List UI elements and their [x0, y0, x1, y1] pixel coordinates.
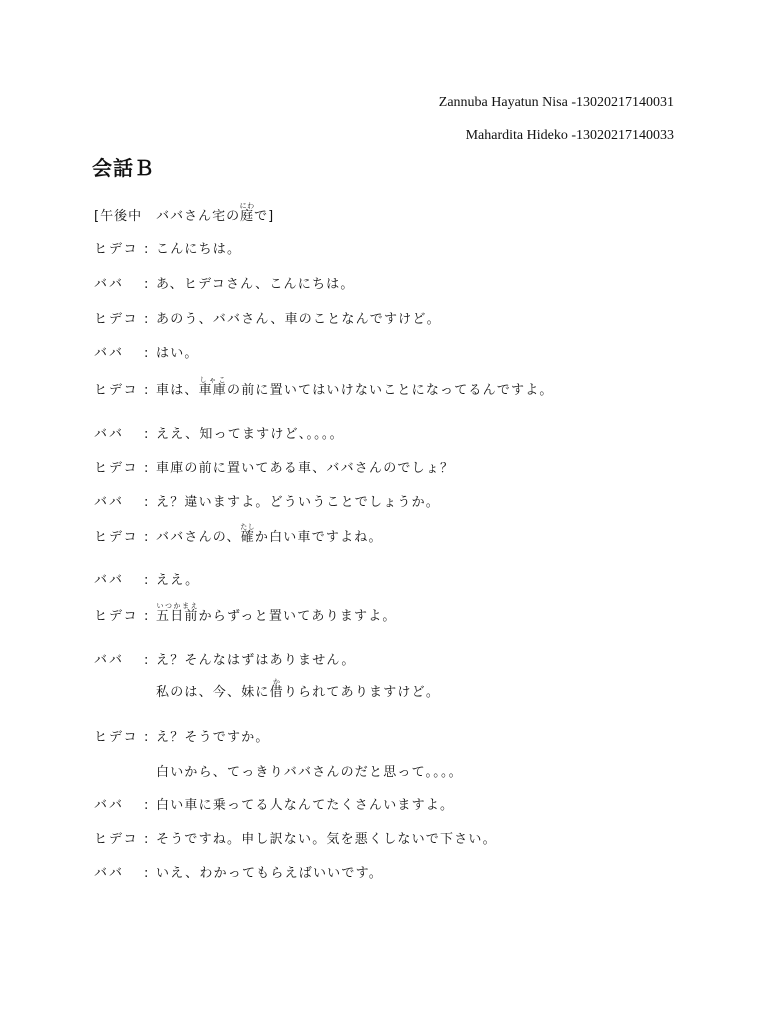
dialogue-line	[94, 602, 397, 624]
dialogue-line	[94, 376, 554, 398]
setting-ruby: 庭にわ	[239, 202, 255, 224]
dialogue-text: 白いから、てっきりババさんのだと思って。。。。	[156, 765, 463, 780]
dialogue-line	[94, 308, 441, 327]
dialogue-line	[94, 238, 241, 257]
ruby-word: 五日前いつかまえ	[156, 602, 199, 624]
dialogue-line	[94, 273, 355, 292]
setting-text-post: で]	[254, 209, 275, 224]
dialogue-text: あ、ヒデコさん、こんにちは。	[156, 277, 355, 292]
speaker-label: ヒデコ	[94, 383, 139, 398]
speaker-label: ヒデコ	[94, 461, 139, 476]
dialogue-text: こんにちは。	[156, 242, 242, 257]
dialogue-text: え？違いますよ。どういうことでしょうか。	[156, 495, 441, 510]
dialogue-text: はい。	[156, 346, 199, 361]
dialogue-line	[94, 649, 356, 668]
dialogue-text: あのう、ババさん、車のことなんですけど。	[156, 312, 441, 327]
dialogue-text: いえ、わかってもらえばいいです。	[156, 866, 383, 881]
setting-text-pre: [午後中 ババさん宅の	[94, 209, 241, 224]
speaker-label: ババ	[94, 798, 125, 813]
speaker-colon: :	[144, 277, 150, 292]
page-title: 会話Ｂ	[92, 156, 155, 180]
speaker-label: ヒデコ	[94, 832, 139, 847]
speaker-colon: :	[144, 495, 150, 510]
speaker-label: ババ	[94, 495, 125, 510]
dialogue-line	[94, 828, 497, 847]
dialogue-line	[94, 726, 270, 745]
dialogue-line	[94, 491, 440, 510]
dialogue-text-post: の前に置いてはいけないことになってるんですよ。	[227, 383, 554, 398]
dialogue-text: ええ、知ってますけど、。。。。	[156, 427, 344, 442]
dialogue-line	[94, 569, 199, 588]
ruby-word: 借か	[269, 678, 284, 700]
dialogue-text: ええ。	[156, 573, 200, 588]
dialogue-line	[94, 523, 383, 545]
speaker-colon: :	[144, 798, 150, 813]
speaker-colon: :	[144, 461, 150, 476]
speaker-label: ババ	[94, 866, 125, 881]
dialogue-line	[94, 457, 454, 476]
author-block	[439, 86, 674, 152]
speaker-label: ババ	[94, 277, 125, 292]
speaker-label: ヒデコ	[94, 609, 139, 624]
speaker-colon: :	[144, 427, 150, 442]
speaker-colon: :	[144, 609, 150, 624]
ruby-word: 確たし	[240, 523, 256, 545]
dialogue-text: え？そんなはずはありません。	[156, 653, 356, 668]
speaker-label: ヒデコ	[94, 730, 139, 745]
speaker-label: ババ	[94, 573, 125, 588]
speaker-colon: :	[144, 573, 150, 588]
speaker-colon: :	[144, 730, 150, 745]
speaker-label: ババ	[94, 427, 125, 442]
dialogue-text: 白い車に乗ってる人なんてたくさんいますよ。	[156, 798, 455, 813]
speaker-colon: :	[144, 346, 150, 361]
dialogue-text: 車庫の前に置いてある車、ババさんのでしょ？	[156, 461, 455, 476]
speaker-label: ヒデコ	[94, 312, 139, 327]
dialogue-text: え？そうですか。	[156, 730, 270, 745]
scene-setting	[94, 202, 274, 224]
dialogue-text: そうですね。申し訳ない。気を悪くしないで下さい。	[156, 832, 497, 847]
dialogue-text-post: か白い車ですよね。	[254, 530, 383, 545]
dialogue-text-pre: ババさんの、	[156, 530, 241, 545]
speaker-label: ヒデコ	[94, 530, 139, 545]
dialogue-text-pre: 車は、	[156, 383, 199, 398]
dialogue-text-post: からずっと置いてありますよ。	[198, 609, 397, 624]
ruby-word: 車庫しゃこ	[198, 376, 228, 398]
dialogue-line	[94, 862, 383, 881]
speaker-label: ババ	[94, 653, 125, 668]
dialogue-continuation-line	[94, 761, 463, 780]
author-2: Mahardita Hideko -13020217140033	[465, 128, 674, 143]
speaker-colon: :	[144, 530, 150, 545]
speaker-colon: :	[144, 383, 150, 398]
dialogue-continuation-line	[94, 678, 440, 700]
speaker-colon: :	[144, 653, 150, 668]
speaker-colon: :	[144, 242, 150, 257]
dialogue-line	[94, 794, 454, 813]
speaker-label: ヒデコ	[94, 242, 139, 257]
author-1: Zannuba Hayatun Nisa -13020217140031	[438, 95, 674, 110]
dialogue-text-pre: 私のは、今、妹に	[156, 685, 270, 700]
speaker-colon: :	[144, 866, 150, 881]
speaker-colon: :	[144, 832, 150, 847]
dialogue-text-post: りられてありますけど。	[283, 685, 441, 700]
dialogue-line	[94, 423, 344, 442]
speaker-colon: :	[144, 312, 150, 327]
speaker-label: ババ	[94, 346, 125, 361]
dialogue-line	[94, 342, 199, 361]
